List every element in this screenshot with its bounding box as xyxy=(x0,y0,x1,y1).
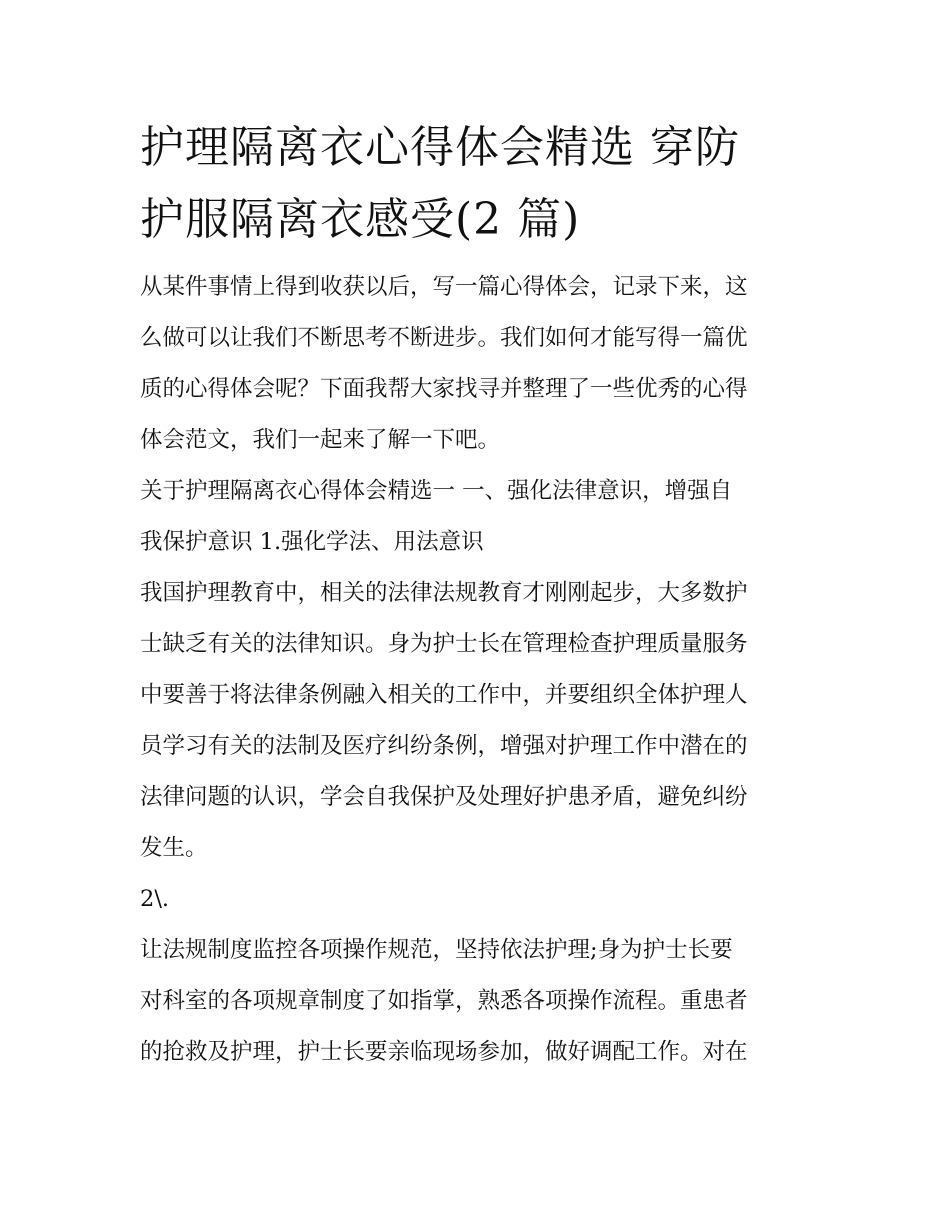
text-line: 士缺乏有关的法律知识。身为护士长在管理检查护理质量服务 xyxy=(140,631,748,657)
document-page xyxy=(140,112,812,1078)
body-paragraph xyxy=(140,568,812,874)
title-line: 护服隔离衣感受(2 篇) xyxy=(140,194,581,245)
text-line: 么做可以让我们不断思考不断进步。我们如何才能写得一篇优 xyxy=(140,325,748,351)
document-title xyxy=(140,112,812,256)
body-paragraph xyxy=(140,925,812,1078)
text-line: 关于护理隔离衣心得体会精选一 一、强化法律意识，增强自 xyxy=(140,478,733,504)
text-line: 让法规制度监控各项操作规范，坚持依法护理;身为护士长要 xyxy=(140,937,733,963)
text-line: 中要善于将法律条例融入相关的工作中，并要组织全体护理人 xyxy=(140,682,748,708)
list-number-paragraph xyxy=(140,874,812,925)
text-line: 我国护理教育中，相关的法律法规教育才刚刚起步，大多数护 xyxy=(140,580,748,606)
text-line: 质的心得体会呢？下面我帮大家找寻并整理了一些优秀的心得 xyxy=(140,376,748,402)
text-line: 法律问题的认识，学会自我保护及处理好护患矛盾，避免纠纷 xyxy=(140,784,748,810)
intro-paragraph xyxy=(140,262,812,466)
title-line: 护理隔离衣心得体会精选 穿防 xyxy=(140,122,740,173)
text-line: 从某件事情上得到收获以后，写一篇心得体会，记录下来，这 xyxy=(140,274,748,300)
text-line: 2\. xyxy=(140,886,170,912)
text-line: 发生。 xyxy=(140,835,208,861)
section-heading-paragraph xyxy=(140,466,812,568)
text-line: 的抢救及护理，护士长要亲临现场参加，做好调配工作。对在 xyxy=(140,1039,748,1065)
text-line: 体会范文，我们一起来了解一下吧。 xyxy=(140,427,501,453)
text-line: 对科室的各项规章制度了如指掌，熟悉各项操作流程。重患者 xyxy=(140,988,748,1014)
text-line: 我保护意识 1.强化学法、用法意识 xyxy=(140,529,484,555)
text-line: 员学习有关的法制及医疗纠纷条例，增强对护理工作中潜在的 xyxy=(140,733,748,759)
